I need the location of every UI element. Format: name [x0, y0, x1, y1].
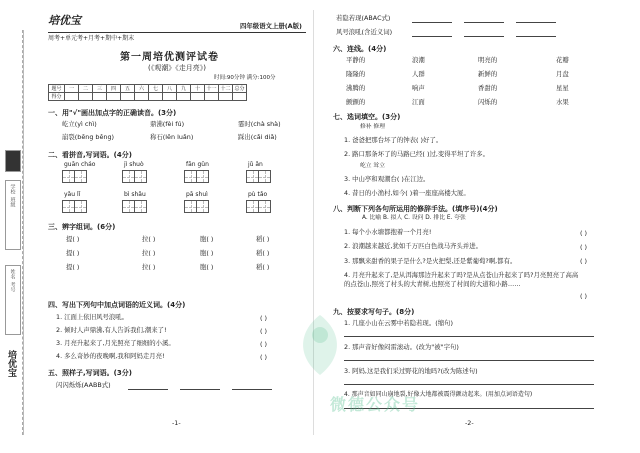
q6-right-word[interactable]: 星星 [556, 84, 569, 92]
q6-left-word[interactable]: 颤颤的 [346, 98, 366, 106]
sidebar-label-class: 班级 [9, 197, 16, 207]
q5-answer-line[interactable] [180, 389, 220, 390]
q5-answer-line[interactable] [232, 389, 272, 390]
q8-answer-blank[interactable]: ( ) [580, 243, 588, 251]
sidebar-label-name: 姓名 [9, 269, 16, 279]
cut-line [22, 30, 23, 435]
q9-item: 2. 那声音好像闷雷滚动。(改为"被"字句) [344, 343, 459, 351]
q4-answer-blank[interactable]: ( ) [260, 327, 268, 335]
q6-mid2-word[interactable]: 闪烁的 [478, 98, 498, 106]
q1-item[interactable]: 踩出(cǎi diǎ) [238, 133, 277, 141]
q7-sentence[interactable]: 3. 中山亭和观潮台( )在江边。 [344, 175, 430, 183]
header-rule [48, 32, 306, 33]
q3-item[interactable]: 提( ) [66, 249, 80, 257]
q6-right-word[interactable]: 花瓣 [556, 56, 569, 64]
score-table [48, 84, 247, 101]
top-answer-line[interactable] [412, 36, 452, 37]
q9-answer-line[interactable] [344, 360, 594, 361]
q2-write-grid[interactable] [62, 170, 86, 183]
top-item: 风号浪吼(含近义词) [336, 28, 393, 36]
q4-answer-blank[interactable]: ( ) [260, 353, 268, 361]
q7-word-choice: 屹立 耸立 [360, 163, 386, 169]
watermark-leaf-icon [280, 305, 360, 385]
q3-item[interactable]: 胞( ) [200, 235, 214, 243]
grade-header: 四年级语文上册(A版) [240, 22, 302, 30]
q7-sentence[interactable]: 4. 昔日的小渔村,如今( )着一座座高楼大厦。 [344, 189, 470, 197]
top-answer-line[interactable] [516, 36, 556, 37]
q1-item[interactable]: 屹立(yì chì) [62, 120, 97, 128]
q3-item[interactable]: 稻( ) [256, 249, 270, 257]
brand-logo: 培优宝 [48, 14, 81, 27]
q8-item: 4. 月亮升起来了,是从洱海那边升起来了吗?是从点苍山升起来了吗?月亮照亮了高高的点苍山,照亮了村头的大青树,也照亮了村间的大道和小路…… [344, 271, 579, 289]
score-cell: 五 [121, 85, 135, 93]
q9-answer-line[interactable] [344, 384, 594, 385]
score-cell: 得分 [49, 93, 65, 101]
q6-mid-word[interactable]: 江面 [412, 98, 425, 106]
q8-answer-blank[interactable]: ( ) [580, 257, 588, 265]
sidebar-footer-logo: 培优宝 [6, 350, 16, 377]
q6-left-word[interactable]: 沸腾的 [346, 84, 366, 92]
score-cell: 一 [65, 85, 79, 93]
q1-item[interactable]: 崩裂(bēng běng) [62, 133, 114, 141]
q2-pinyin: jì shuò [124, 161, 144, 168]
top-answer-line[interactable] [464, 36, 504, 37]
q6-right-word[interactable]: 月盘 [556, 70, 569, 78]
q7-sentence[interactable]: 2. 路口那条坏了的马路已经( )过,变得平坦了许多。 [344, 150, 489, 158]
q2-write-grid[interactable] [184, 170, 208, 183]
q6-mid2-word[interactable]: 香甜的 [478, 84, 498, 92]
page-number-left: -1- [172, 419, 181, 427]
q6-right-word[interactable]: 水果 [556, 98, 569, 106]
q2-write-grid[interactable] [122, 170, 146, 183]
score-cell: 九 [177, 85, 191, 93]
score-cell: 八 [163, 85, 177, 93]
top-answer-line[interactable] [516, 22, 556, 23]
score-table-header-row [49, 85, 247, 93]
score-cell: 三 [93, 85, 107, 93]
q6-left-word[interactable]: 隆隆的 [346, 70, 366, 78]
page-number-right: -2- [465, 419, 474, 427]
q4-answer-blank[interactable]: ( ) [260, 340, 268, 348]
q7-word-choice: 修补 修理 [360, 124, 386, 130]
q9-item: 4. 那声音如同山崩地裂,好像大地都被震得颤动起来。(用加点词语造句) [344, 391, 533, 398]
sidebar-dark-block [5, 150, 21, 172]
score-table-score-row [49, 93, 247, 101]
q3-item[interactable]: 提( ) [66, 263, 80, 271]
q9-item: 3. 阿妈,这是我们采过野花的地吗?(改为陈述句) [344, 367, 478, 375]
q6-mid2-word[interactable]: 明亮的 [478, 56, 498, 64]
top-answer-line[interactable] [412, 22, 452, 23]
page-title: 第一周培优测评试卷 [120, 52, 219, 63]
q2-write-grid[interactable] [122, 200, 146, 213]
score-cell: 六 [135, 85, 149, 93]
score-cell: 题号 [49, 85, 65, 93]
q3-item[interactable]: 稻( ) [256, 263, 270, 271]
binding-sidebar [2, 30, 24, 435]
q6-mid-word[interactable]: 响声 [412, 84, 425, 92]
q5-answer-line[interactable] [128, 389, 168, 390]
time-score: 时间:90分钟 满分:100分 [214, 75, 276, 81]
q2-pinyin: bì shǎu [124, 191, 146, 198]
q2-pinyin: jǔ ǎn [248, 161, 263, 168]
page-subtitle: (《观潮》《走月亮》) [148, 64, 206, 72]
q2-write-grid[interactable] [184, 200, 208, 213]
score-cell: 十一 [206, 86, 217, 92]
q3-item[interactable]: 提( ) [66, 235, 80, 243]
top-item: 若隐若现(ABAC式) [336, 14, 391, 22]
q2-pinyin: pā shuì [186, 191, 208, 198]
q2-pinyin: pù tǎo [248, 191, 268, 198]
q1-title: 一、用"√"画出加点字的正确读音。(3分) [48, 109, 177, 117]
q3-item[interactable]: 拉( ) [142, 263, 156, 271]
q6-left-word[interactable]: 平静的 [346, 56, 366, 64]
score-cell: 总分 [234, 86, 245, 92]
q9-item: 1. 几座小山在云雾中若隐若现。(缩句) [344, 319, 453, 327]
q6-mid2-word[interactable]: 新鲜的 [478, 70, 498, 78]
q8-options: A. 比喻 B. 拟人 C. 设问 D. 排比 E. 夸张 [362, 215, 466, 221]
q2-pinyin: yǎu lǐ [64, 191, 81, 198]
q3-item[interactable]: 胞( ) [200, 249, 214, 257]
q6-mid-word[interactable]: 人群 [412, 70, 425, 78]
q7-sentence[interactable]: 1. 爸爸把那台坏了的钟表( )好了。 [344, 136, 443, 144]
q8-item: 3. 那飘来甜香的果子是什么?是火把梨,还是紫葡萄?啊,都有。 [344, 257, 517, 265]
q5-title: 五、照样子,写词语。(3分) [48, 369, 132, 377]
q2-pinyin: guān cháo [64, 161, 96, 168]
q2-write-grid[interactable] [246, 200, 270, 213]
q3-item[interactable]: 拉( ) [142, 235, 156, 243]
watermark-text: 微德公众号 [330, 395, 421, 414]
q4-answer-blank[interactable]: ( ) [260, 314, 268, 322]
q2-write-grid[interactable] [62, 200, 86, 213]
q1-item[interactable]: 霎时(chà shà) [238, 120, 281, 128]
score-cell: 二 [79, 85, 93, 93]
exam-types: 周考+单元考+月考+期中+期末 [48, 35, 135, 42]
q1-item[interactable]: 称石(lěn luǎn) [150, 133, 194, 141]
q4-item: 2. 倾时人声鼎沸,有人告诉我们,潮来了! [56, 326, 167, 334]
q2-pinyin: fān gǔn [186, 161, 209, 168]
q3-item[interactable]: 胞( ) [200, 263, 214, 271]
q3-item[interactable]: 拉( ) [142, 249, 156, 257]
q2-write-grid[interactable] [246, 170, 270, 183]
sidebar-name-box [5, 180, 21, 250]
sidebar-label-number: 考号 [9, 282, 16, 292]
score-cell: 七 [149, 85, 163, 93]
q5-item: 闪闪烁烁(AABB式) [56, 381, 111, 389]
q9-answer-line[interactable] [344, 336, 594, 337]
q4-title: 四、写出下列句中加点词语的近义词。(4分) [48, 301, 186, 309]
q2-title: 二、看拼音,写词语。(4分) [48, 151, 132, 159]
q9-title: 九、按要求写句子。(8分) [333, 308, 415, 316]
score-cell: 十 [191, 85, 205, 93]
sidebar-label-school: 学校 [9, 184, 16, 194]
q4-item: 3. 月亮升起来了,月光照亮了细细的小溪。 [56, 339, 175, 347]
q8-answer-blank[interactable]: ( ) [580, 229, 588, 237]
score-cell: 四 [107, 85, 121, 93]
q6-mid-word[interactable]: 浪潮 [412, 56, 425, 64]
score-cell: 十二 [220, 86, 231, 92]
q7-title: 七、选词填空。(3分) [333, 113, 401, 121]
q1-item[interactable]: 鼎沸(fèi fú) [150, 120, 185, 128]
q6-title: 六、连线。(4分) [333, 45, 387, 53]
q8-item: 1. 每个小水塘都抱着一个月亮! [344, 228, 432, 236]
q3-title: 三、辨字组词。(6分) [48, 223, 116, 231]
q3-item[interactable]: 稻( ) [256, 235, 270, 243]
sidebar-id-box [5, 265, 21, 335]
top-answer-line[interactable] [464, 22, 504, 23]
q8-item: 2. 浪潮越来越近,犹如千万匹白色战马齐头并进。 [344, 242, 482, 250]
q4-item: 1. 江面上依旧风号浪吼。 [56, 313, 129, 321]
q8-answer-blank[interactable]: ( ) [580, 292, 588, 300]
q8-title: 八、判断下列各句所运用的修辞手法。(填序号)(4分) [333, 205, 498, 213]
q4-item: 4. 多么奇妙的夜晚啊,我和阿妈走月亮! [56, 352, 165, 360]
